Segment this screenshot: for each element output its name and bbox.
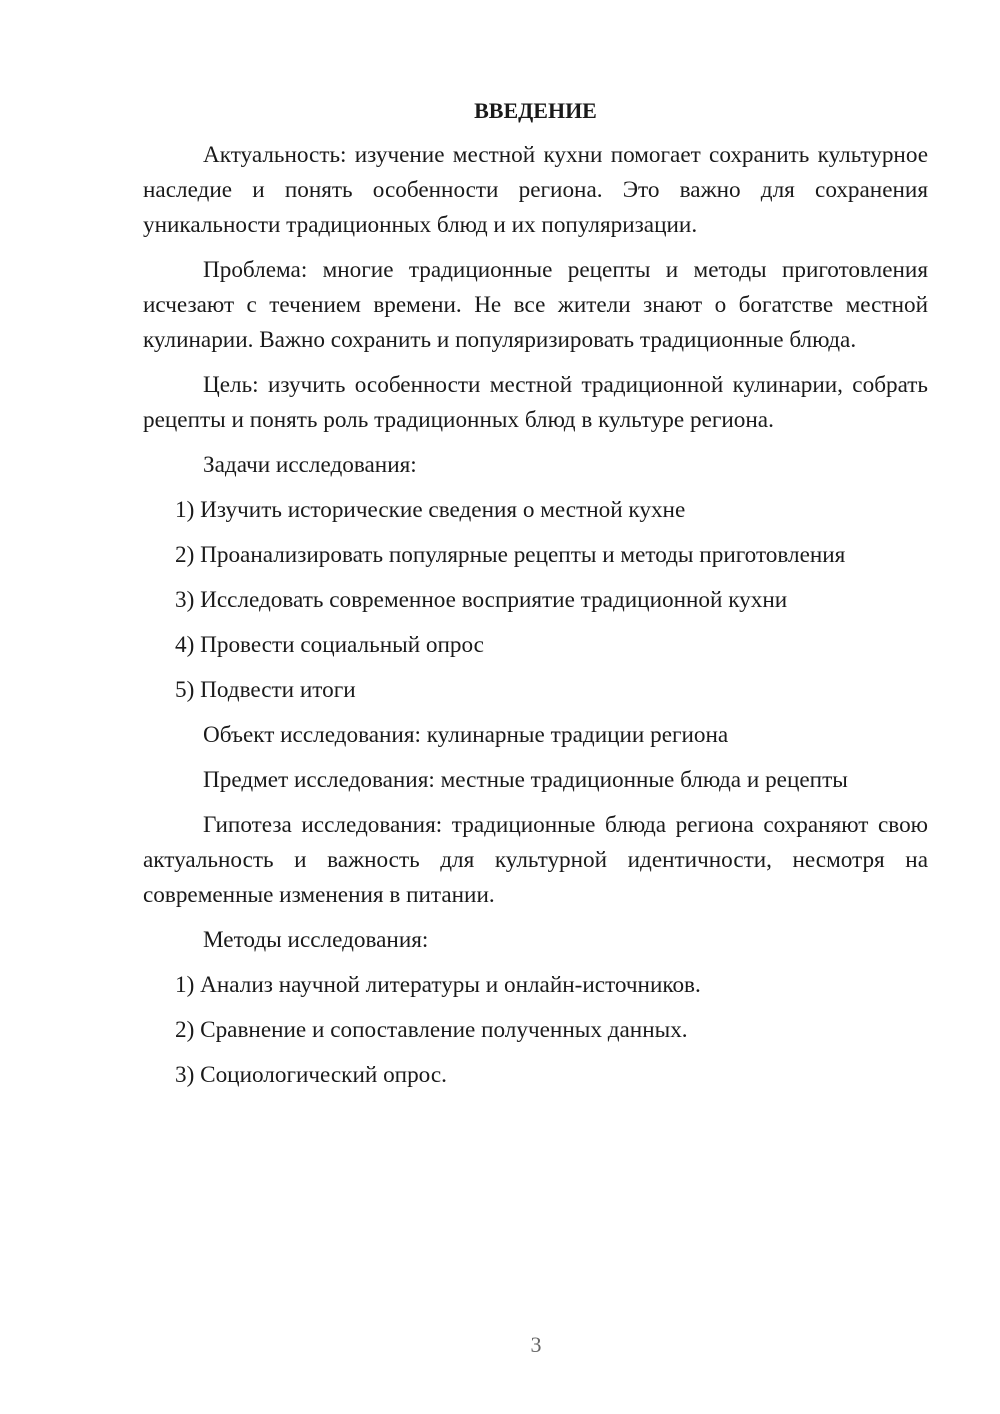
paragraph-relevance: Актуальность: изучение местной кухни помогает сохранить культурное наследие и понять особенности региона. Это важно для сохранения уникальности традиционных блюд и их популяризации. xyxy=(143,142,928,238)
tasks-list xyxy=(143,493,928,708)
list-item: 2) Сравнение и сопоставление полученных данных. xyxy=(175,1017,688,1043)
paragraph-subject: Предмет исследования: местные традиционные блюда и рецепты xyxy=(203,767,848,793)
methods-heading: Методы исследования: xyxy=(203,927,429,953)
list-item: 4) Провести социальный опрос xyxy=(175,632,484,658)
paragraph-goal: Цель: изучить особенности местной традиционной кулинарии, собрать рецепты и понять роль традиционных блюд в культуре региона. xyxy=(143,372,928,433)
tasks-heading: Задачи исследования: xyxy=(203,452,417,478)
methods-list xyxy=(143,968,928,1093)
page-title: ВВЕДЕНИЕ xyxy=(474,98,597,123)
list-item: 2) Проанализировать популярные рецепты и методы приготовления xyxy=(175,542,846,568)
list-item: 3) Социологический опрос. xyxy=(175,1062,447,1088)
list-item: 1) Анализ научной литературы и онлайн-источников. xyxy=(175,972,701,998)
list-item: 1) Изучить исторические сведения о местной кухне xyxy=(175,497,686,523)
paragraph-hypothesis: Гипотеза исследования: традиционные блюда региона сохраняют свою актуальность и важность для культурной идентичности, несмотря на современные изменения в питании. xyxy=(143,812,928,908)
paragraph-problem: Проблема: многие традиционные рецепты и методы приготовления исчезают с течением времени. Не все жители знают о богатстве местной кулинарии. Важно сохранить и популяризировать традиционные блюда. xyxy=(143,257,928,353)
paragraph-object: Объект исследования: кулинарные традиции региона xyxy=(203,722,729,748)
list-item: 5) Подвести итоги xyxy=(175,677,356,703)
page-number: 3 xyxy=(530,1332,542,1357)
list-item: 3) Исследовать современное восприятие традиционной кухни xyxy=(175,587,788,613)
page-content xyxy=(143,93,928,1103)
